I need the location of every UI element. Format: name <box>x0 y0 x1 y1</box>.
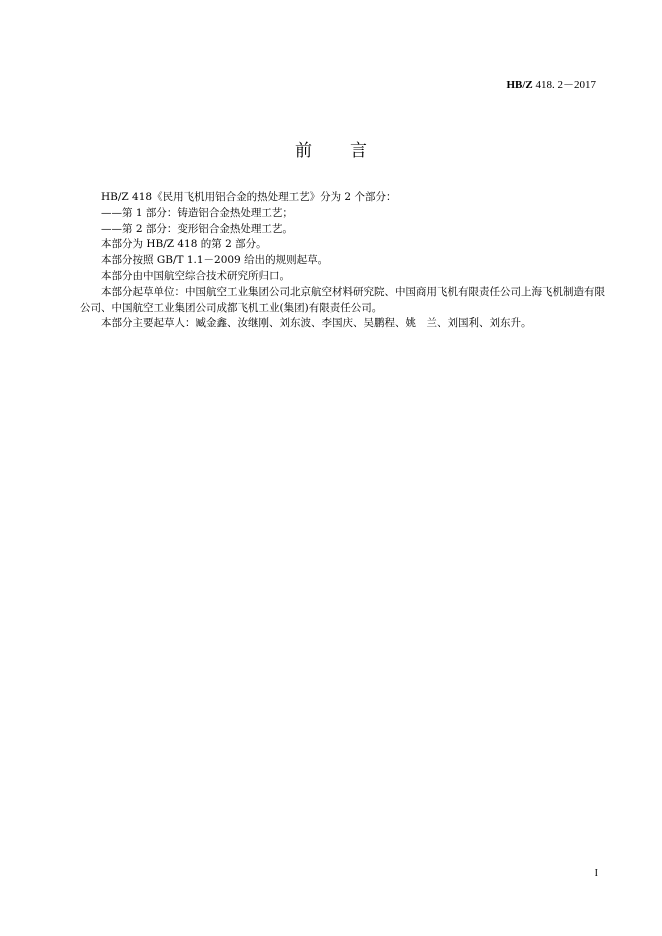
paragraph-part-1: ——第 1 部分：铸造铝合金热处理工艺； <box>101 206 293 219</box>
paragraph-drafting-units: 本部分起草单位：中国航空工业集团公司北京航空材料研究院、中国商用飞机有限责任公司上海飞机制造有限公司、中国航空工业集团公司成都飞机工业(集团)有限责任公司。 <box>80 285 605 314</box>
standard-number: 418. 2－2017 <box>532 79 596 91</box>
paragraph-this-part: 本部分为 HB/Z 418 的第 2 部分。 <box>101 238 267 251</box>
paragraph-drafting-rules: 本部分按照 GB/T 1.1－2009 给出的规则起草。 <box>101 254 329 267</box>
standard-prefix: HB/Z <box>506 79 533 91</box>
paragraph-parts-intro: HB/Z 418《民用飞机用铝合金的热处理工艺》分为 2 个部分： <box>101 191 397 203</box>
foreword-body <box>80 190 605 332</box>
paragraph-part-2: ——第 2 部分：变形铝合金热处理工艺。 <box>101 222 293 235</box>
paragraph-administered-by: 本部分由中国航空综合技术研究所归口。 <box>101 269 290 282</box>
page-title: 前言 <box>295 141 405 161</box>
paragraph-drafters: 本部分主要起草人：臧金鑫、汝继刚、刘东波、李国庆、吴鹏程、姚 兰、刘国利、刘东升。 <box>101 317 532 330</box>
standard-code <box>506 76 596 92</box>
page-number: I <box>594 868 598 879</box>
